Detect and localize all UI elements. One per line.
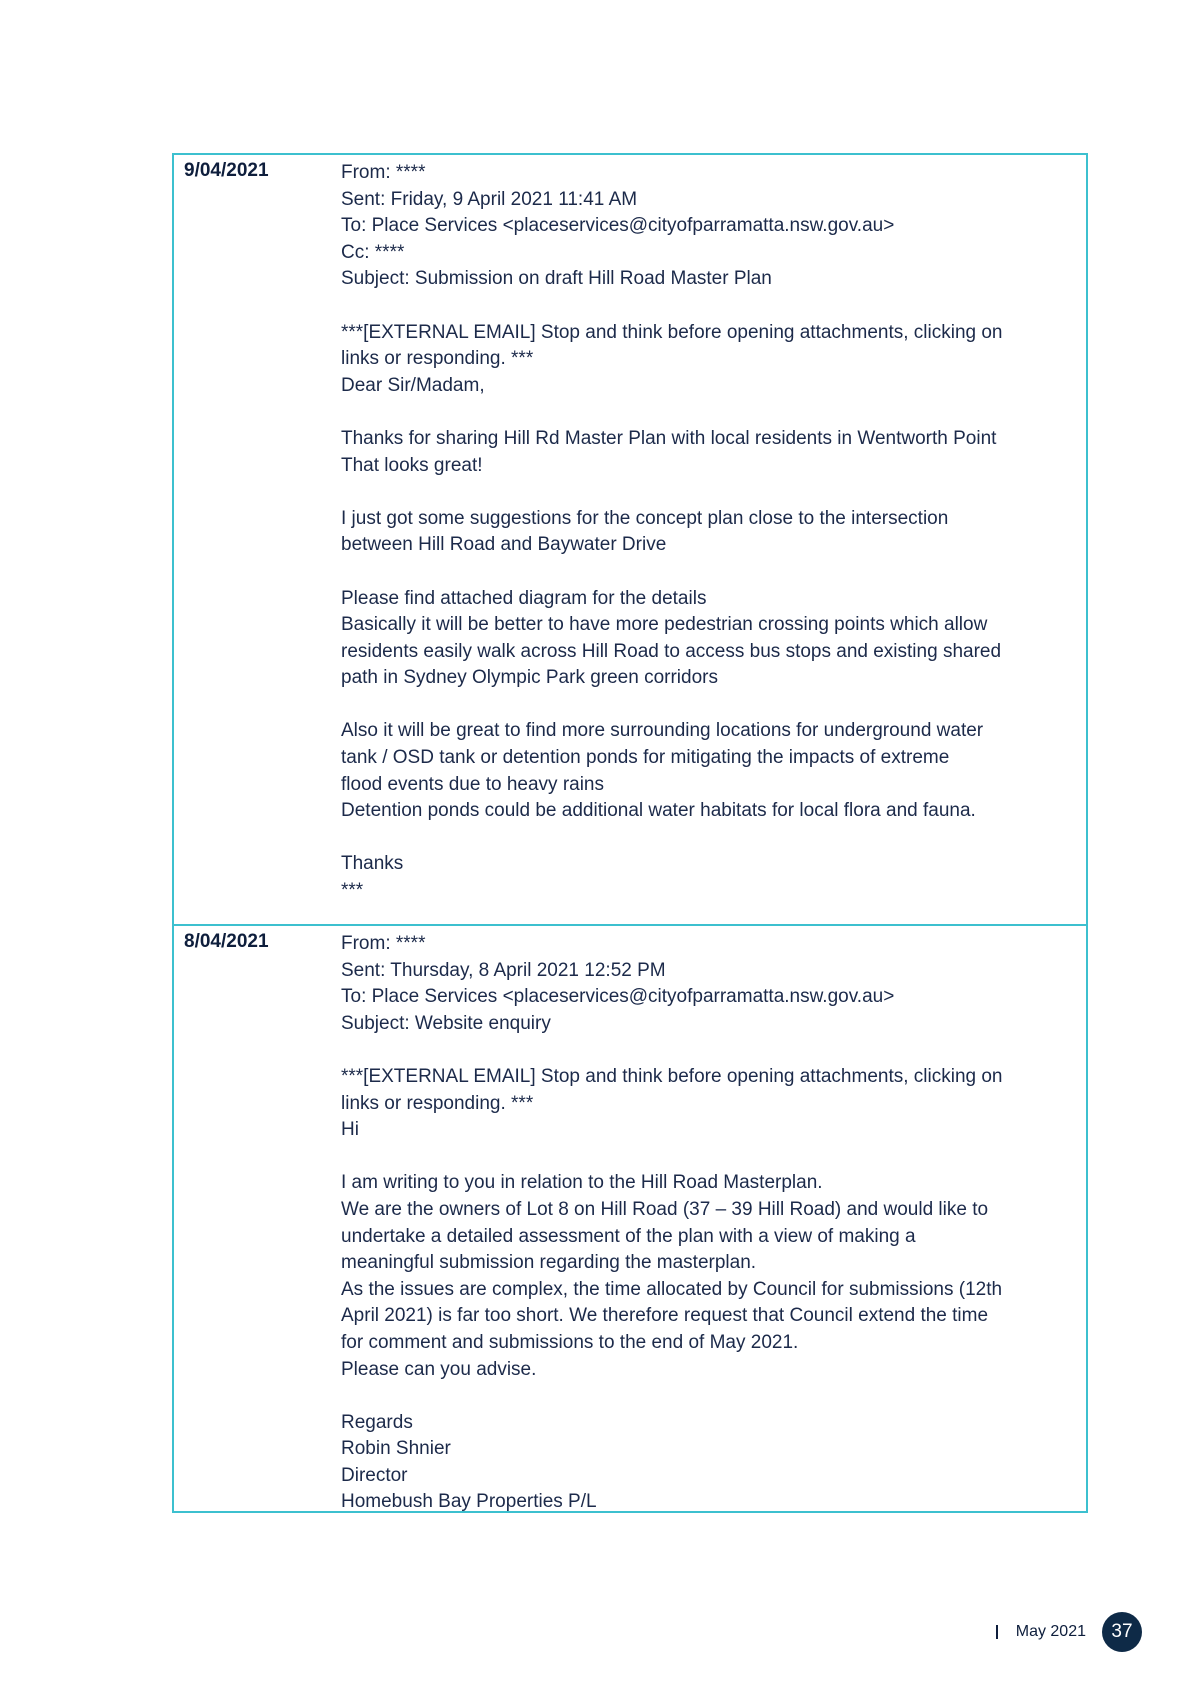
email-line: *** — [341, 880, 364, 902]
email-line: Basically it will be better to have more pedestrian crossing points which allow — [341, 614, 988, 636]
email-line: That looks great! — [341, 454, 483, 476]
page-footer — [996, 1612, 1142, 1652]
email-line: I just got some suggestions for the concept plan close to the intersection — [341, 507, 949, 529]
email-line: Cc: **** — [341, 241, 405, 263]
submissions-table — [172, 153, 1088, 1513]
email-line: Dear Sir/Madam, — [341, 374, 485, 396]
email-line: Subject: Website enquiry — [341, 1012, 551, 1034]
paragraph-gap — [341, 1144, 1068, 1171]
email-line: flood events due to heavy rains — [341, 773, 605, 795]
email-line: As the issues are complex, the time allocated by Council for submissions (12th — [341, 1278, 1003, 1300]
email-line: links or responding. *** — [341, 348, 534, 370]
paragraph-gap — [341, 479, 1068, 506]
email-line: To: Place Services <placeservices@cityofparramatta.nsw.gov.au> — [341, 215, 895, 237]
submission-row — [174, 155, 1086, 924]
email-line: From: **** — [341, 162, 426, 183]
email-line: We are the owners of Lot 8 on Hill Road (37 – 39 Hill Road) and would like to — [341, 1198, 989, 1220]
email-line: I am writing to you in relation to the Hill Road Masterplan. — [341, 1172, 823, 1194]
email-line: Robin Shnier — [341, 1438, 451, 1460]
email-line: path in Sydney Olympic Park green corridors — [341, 667, 718, 689]
email-line: To: Place Services <placeservices@cityofparramatta.nsw.gov.au> — [341, 986, 895, 1008]
email-line: From: **** — [341, 933, 426, 954]
email-line: ***[EXTERNAL EMAIL] Stop and think before opening attachments, clicking on — [341, 321, 1003, 343]
paragraph-gap — [341, 293, 1068, 320]
submission-row — [174, 924, 1086, 1511]
email-line: Sent: Friday, 9 April 2021 11:41 AM — [341, 188, 638, 210]
email-line: residents easily walk across Hill Road to access bus stops and existing shared — [341, 640, 1002, 662]
email-line: Hi — [341, 1119, 359, 1141]
email-line: Thanks for sharing Hill Rd Master Plan with local residents in Wentworth Point — [341, 427, 997, 449]
email-line: Please find attached diagram for the details — [341, 587, 707, 609]
paragraph-gap — [341, 692, 1068, 719]
footer-divider — [996, 1625, 998, 1639]
email-line: Thanks — [341, 853, 404, 875]
email-line: Homebush Bay Properties P/L — [341, 1491, 597, 1513]
email-line: ***[EXTERNAL EMAIL] Stop and think before opening attachments, clicking on — [341, 1065, 1003, 1087]
email-line: Sent: Thursday, 8 April 2021 12:52 PM — [341, 959, 666, 981]
email-line: April 2021) is far too short. We therefore request that Council extend the time — [341, 1305, 989, 1327]
email-line: Subject: Submission on draft Hill Road Master Plan — [341, 268, 772, 290]
email-line: Please can you advise. — [341, 1358, 537, 1380]
paragraph-gap — [341, 1037, 1068, 1064]
submission-date: 8/04/2021 — [184, 931, 269, 952]
submission-date: 9/04/2021 — [184, 160, 269, 181]
email-line: links or responding. *** — [341, 1092, 534, 1114]
email-line: undertake a detailed assessment of the plan with a view of making a — [341, 1225, 916, 1247]
page-number: 37 — [1102, 1612, 1142, 1652]
email-line: Director — [341, 1464, 408, 1486]
email-body — [341, 155, 1086, 924]
email-line: for comment and submissions to the end of May 2021. — [341, 1331, 799, 1353]
email-line: meaningful submission regarding the masterplan. — [341, 1252, 757, 1274]
paragraph-gap — [341, 559, 1068, 586]
footer-date: May 2021 — [1015, 1623, 1086, 1640]
paragraph-gap — [341, 1383, 1068, 1410]
paragraph-gap — [341, 399, 1068, 426]
paragraph-gap — [341, 825, 1068, 852]
email-line: between Hill Road and Baywater Drive — [341, 534, 667, 556]
email-line: tank / OSD tank or detention ponds for mitigating the impacts of extreme — [341, 747, 950, 769]
email-line: Also it will be great to find more surrounding locations for underground water — [341, 720, 984, 742]
email-line: Regards — [341, 1411, 413, 1433]
email-line: Detention ponds could be additional water habitats for local flora and fauna. — [341, 800, 976, 822]
email-body — [341, 926, 1086, 1511]
